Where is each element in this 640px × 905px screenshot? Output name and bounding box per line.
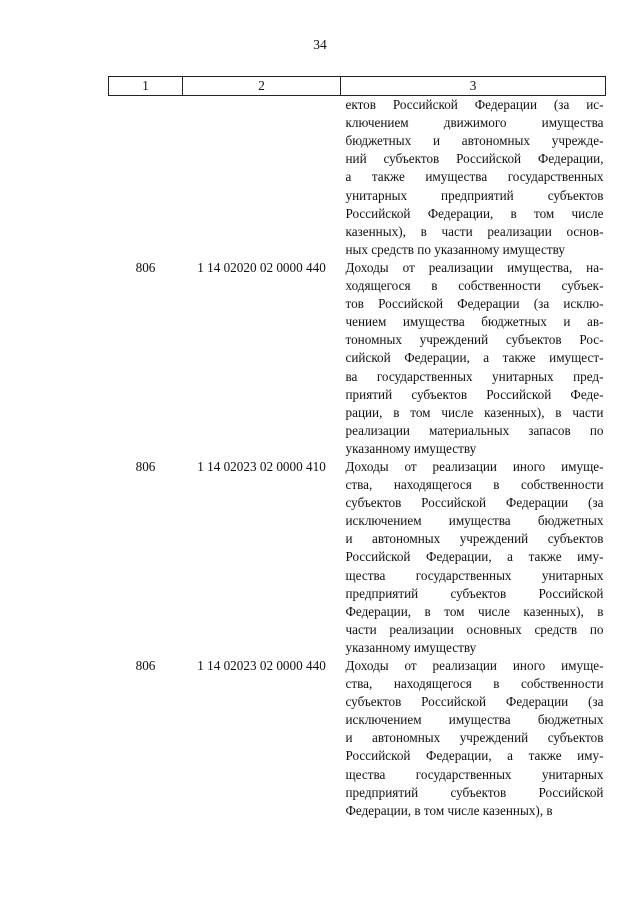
revenue-codes-table <box>108 76 606 820</box>
description-line: исключением имущества бюджетных <box>345 712 604 728</box>
description-line: ектов Российской Федерации (за ис- <box>345 97 604 113</box>
description-line: и автономных учреждений субъектов <box>345 730 604 746</box>
description-line: Доходы от реализации имущества, на- <box>345 259 604 275</box>
revenue-description-cell <box>341 458 606 657</box>
description-line: ва государственных унитарных пред- <box>345 368 604 384</box>
description-line: Федерации, в том числе казенных), в <box>345 802 553 818</box>
description-line: предприятий субъектов Российской <box>345 784 604 800</box>
description-line: Доходы от реализации иного имуще- <box>345 458 604 474</box>
description-line: и автономных учреждений субъектов <box>345 531 604 547</box>
description-line: тономных учреждений субъектов Рос- <box>345 332 604 348</box>
description-line: реализации материальных запасов по <box>345 422 604 438</box>
description-line: субъектов Российской Федерации (за <box>345 694 604 710</box>
description-line: ключением движимого имущества <box>345 115 604 131</box>
description-line: ства, находящегося в собственности <box>345 676 604 692</box>
description-line: ний субъектов Российской Федерации, <box>345 151 604 167</box>
table-row <box>109 259 606 458</box>
description-line: чением имущества бюджетных и ав- <box>345 314 604 330</box>
revenue-description-cell <box>341 259 606 458</box>
column-header-2: 2 <box>183 77 341 96</box>
revenue-description-cell <box>341 96 606 259</box>
description-line: ства, находящегося в собственности <box>345 477 604 493</box>
column-header-3: 3 <box>341 77 606 96</box>
description-line: Российской Федерации, а также иму- <box>345 748 604 764</box>
admin-code-cell: 806 <box>135 658 156 673</box>
description-line: казенных), в части реализации основ- <box>345 223 604 239</box>
description-line: щества государственных унитарных <box>345 766 604 782</box>
table-row <box>109 458 606 657</box>
description-line: предприятий субъектов Российской <box>345 585 604 601</box>
budget-classification-code-cell: 1 14 02023 02 0000 440 <box>197 658 326 673</box>
description-line: исключением имущества бюджетных <box>345 513 604 529</box>
description-line: рации, в том числе казенных), в части <box>345 404 604 420</box>
description-line: Федерации, в том числе казенных), в <box>345 603 604 619</box>
revenue-description-cell <box>341 657 606 820</box>
description-line: унитарных предприятий субъектов <box>345 187 604 203</box>
budget-classification-code-cell: 1 14 02023 02 0000 410 <box>197 458 326 474</box>
column-header-1: 1 <box>109 77 183 96</box>
description-line: бюджетных и автономных учрежде- <box>345 133 604 149</box>
description-line: указанному имуществу <box>345 639 477 655</box>
description-line: щества государственных унитарных <box>345 567 604 583</box>
page-number: 34 <box>313 37 327 52</box>
description-line: а также имущества государственных <box>345 169 604 185</box>
description-line: тов Российской Федерации (за исклю- <box>345 296 604 312</box>
table-row <box>109 657 606 820</box>
admin-code-cell <box>109 96 183 259</box>
description-line: ходящегося в собственности субъек- <box>345 278 604 294</box>
description-line: субъектов Российской Федерации (за <box>345 495 604 511</box>
budget-classification-code-cell: 1 14 02020 02 0000 440 <box>197 259 326 275</box>
admin-code-cell: 806 <box>135 458 156 474</box>
description-line: части реализации основных средств по <box>345 621 604 637</box>
description-line: Доходы от реализации иного имуще- <box>345 658 604 673</box>
description-line: приятий субъектов Российской Феде- <box>345 386 604 402</box>
description-line: Российской Федерации, в том числе <box>345 205 604 221</box>
description-line: ных средств по указанному имуществу <box>345 241 565 257</box>
description-line: указанному имуществу <box>345 440 477 456</box>
description-line: Российской Федерации, а также иму- <box>345 549 604 565</box>
admin-code-cell: 806 <box>135 259 156 275</box>
table-header-row <box>109 77 606 96</box>
table-body <box>109 96 606 820</box>
budget-classification-code-cell <box>183 96 341 259</box>
table-row <box>109 96 606 259</box>
description-line: сийской Федерации, а также имущест- <box>345 350 604 366</box>
